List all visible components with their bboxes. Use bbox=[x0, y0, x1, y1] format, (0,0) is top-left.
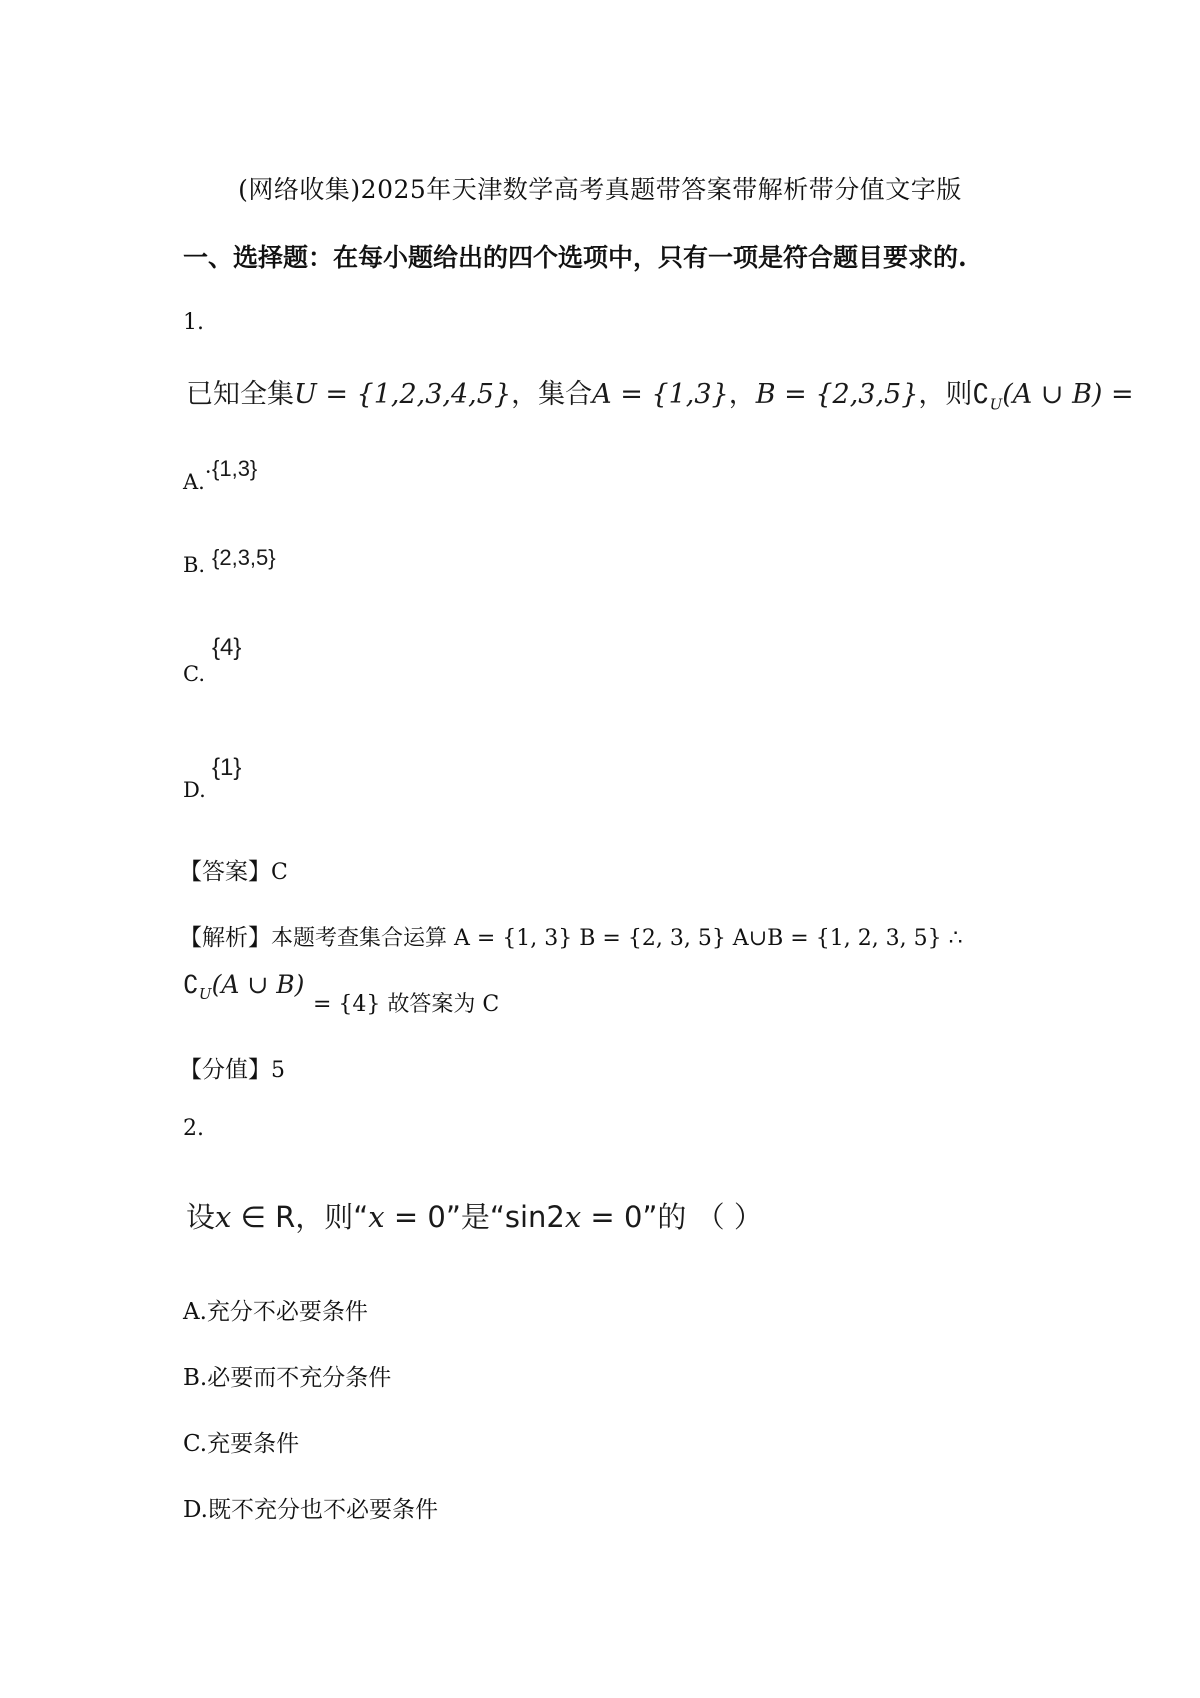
q1-analysis-formula bbox=[183, 970, 304, 1003]
q2-option-c-text: 充要条件 bbox=[207, 1431, 300, 1457]
q2-stem-math-2: ∈ R bbox=[231, 1200, 296, 1234]
question-1-number: 1. bbox=[183, 310, 204, 335]
q1-score bbox=[179, 1051, 285, 1084]
q1-option-a-letter: A. bbox=[183, 470, 205, 494]
q1-score-value: 5 bbox=[271, 1058, 285, 1083]
q1-stem-text-3: ， bbox=[728, 379, 756, 410]
q1-option-b-value: {2,3,5} bbox=[212, 545, 276, 570]
q1-analysis-result: = {4} 故答案为 C bbox=[313, 992, 500, 1017]
q1-option-b-letter[interactable]: B. bbox=[183, 553, 206, 577]
q2-option-d-letter: D. bbox=[183, 1497, 208, 1523]
q1-analysis-union: (A ∪ B) bbox=[211, 970, 305, 999]
q2-option-b-letter: B. bbox=[183, 1365, 208, 1391]
q2-option-b[interactable] bbox=[183, 1359, 391, 1392]
q1-score-tag: 【分值】 bbox=[179, 1057, 271, 1083]
q2-stem-text-1: 设 bbox=[186, 1200, 216, 1234]
document-title: (网络收集)2025年天津数学高考真题带答案带解析带分值文字版 bbox=[238, 175, 962, 204]
q1-option-c-letter[interactable]: C. bbox=[183, 662, 205, 686]
q2-option-c[interactable] bbox=[183, 1425, 299, 1458]
q1-stem-math-1: U = {1,2,3,4,5} bbox=[294, 379, 512, 410]
q1-stem-text-1: 已知全集 bbox=[186, 379, 294, 410]
q2-stem-text-2: ，则“ bbox=[295, 1200, 369, 1234]
q2-stem-text-4: ”的 （ ） bbox=[642, 1200, 763, 1234]
q2-option-d-text: 既不充分也不必要条件 bbox=[207, 1497, 438, 1523]
q1-analysis bbox=[179, 919, 963, 952]
q1-option-d-value: {1} bbox=[212, 754, 242, 781]
q1-analysis-tag: 【解析】 bbox=[179, 925, 271, 951]
q2-option-b-text: 必要而不充分条件 bbox=[207, 1365, 392, 1391]
q1-answer-tag: 【答案】 bbox=[179, 859, 271, 885]
q2-option-a-letter: A. bbox=[183, 1299, 207, 1325]
q2-option-d[interactable] bbox=[183, 1491, 438, 1524]
q2-option-a-text: 充分不必要条件 bbox=[206, 1299, 368, 1325]
q2-stem-math-3: x bbox=[368, 1200, 385, 1234]
q1-analysis-text: 本题考查集合运算 A = {1, 3} B = {2, 3, 5} A∪B = {1, 2, 3, 5} ∴ bbox=[271, 926, 963, 951]
q1-stem-text-4: ，则 bbox=[918, 379, 973, 410]
question-2-stem bbox=[186, 1195, 763, 1236]
q1-option-c-value: {4} bbox=[212, 634, 242, 661]
q2-stem-math-6: = 0 bbox=[581, 1200, 643, 1234]
q2-stem-text-3: ”是“sin2 bbox=[445, 1200, 565, 1234]
q2-stem-math-5: x bbox=[564, 1200, 582, 1234]
q2-option-a[interactable] bbox=[183, 1293, 368, 1326]
q1-stem-text-2: ，集合 bbox=[511, 379, 593, 410]
q1-option-a-dot: · bbox=[204, 460, 212, 484]
q2-option-c-letter: C. bbox=[183, 1431, 208, 1457]
q1-stem-math-5: (A ∪ B) = bbox=[1002, 379, 1134, 410]
question-1-stem bbox=[186, 372, 1134, 413]
q1-answer bbox=[179, 853, 288, 886]
q1-stem-math-3: B = {2,3,5} bbox=[755, 379, 919, 410]
q1-analysis-complement: ∁ bbox=[183, 970, 199, 999]
q2-stem-math-4: = 0 bbox=[384, 1200, 446, 1234]
q1-option-a-value: {1,3} bbox=[212, 456, 258, 481]
q1-stem-complement: ∁ bbox=[972, 379, 990, 410]
q1-answer-value: C bbox=[271, 860, 288, 885]
q2-stem-math-1: x bbox=[215, 1200, 232, 1234]
q1-option-a[interactable] bbox=[183, 460, 212, 494]
question-2-number: 2. bbox=[183, 1116, 204, 1141]
q1-stem-math-2: A = {1,3} bbox=[592, 379, 729, 410]
q1-option-d-letter[interactable]: D. bbox=[183, 778, 206, 802]
q1-analysis-complement-sub: U bbox=[198, 985, 212, 1003]
section-heading: 一、选择题：在每小题给出的四个选项中，只有一项是符合题目要求的. bbox=[183, 243, 967, 272]
q1-stem-complement-sub: U bbox=[989, 395, 1003, 414]
